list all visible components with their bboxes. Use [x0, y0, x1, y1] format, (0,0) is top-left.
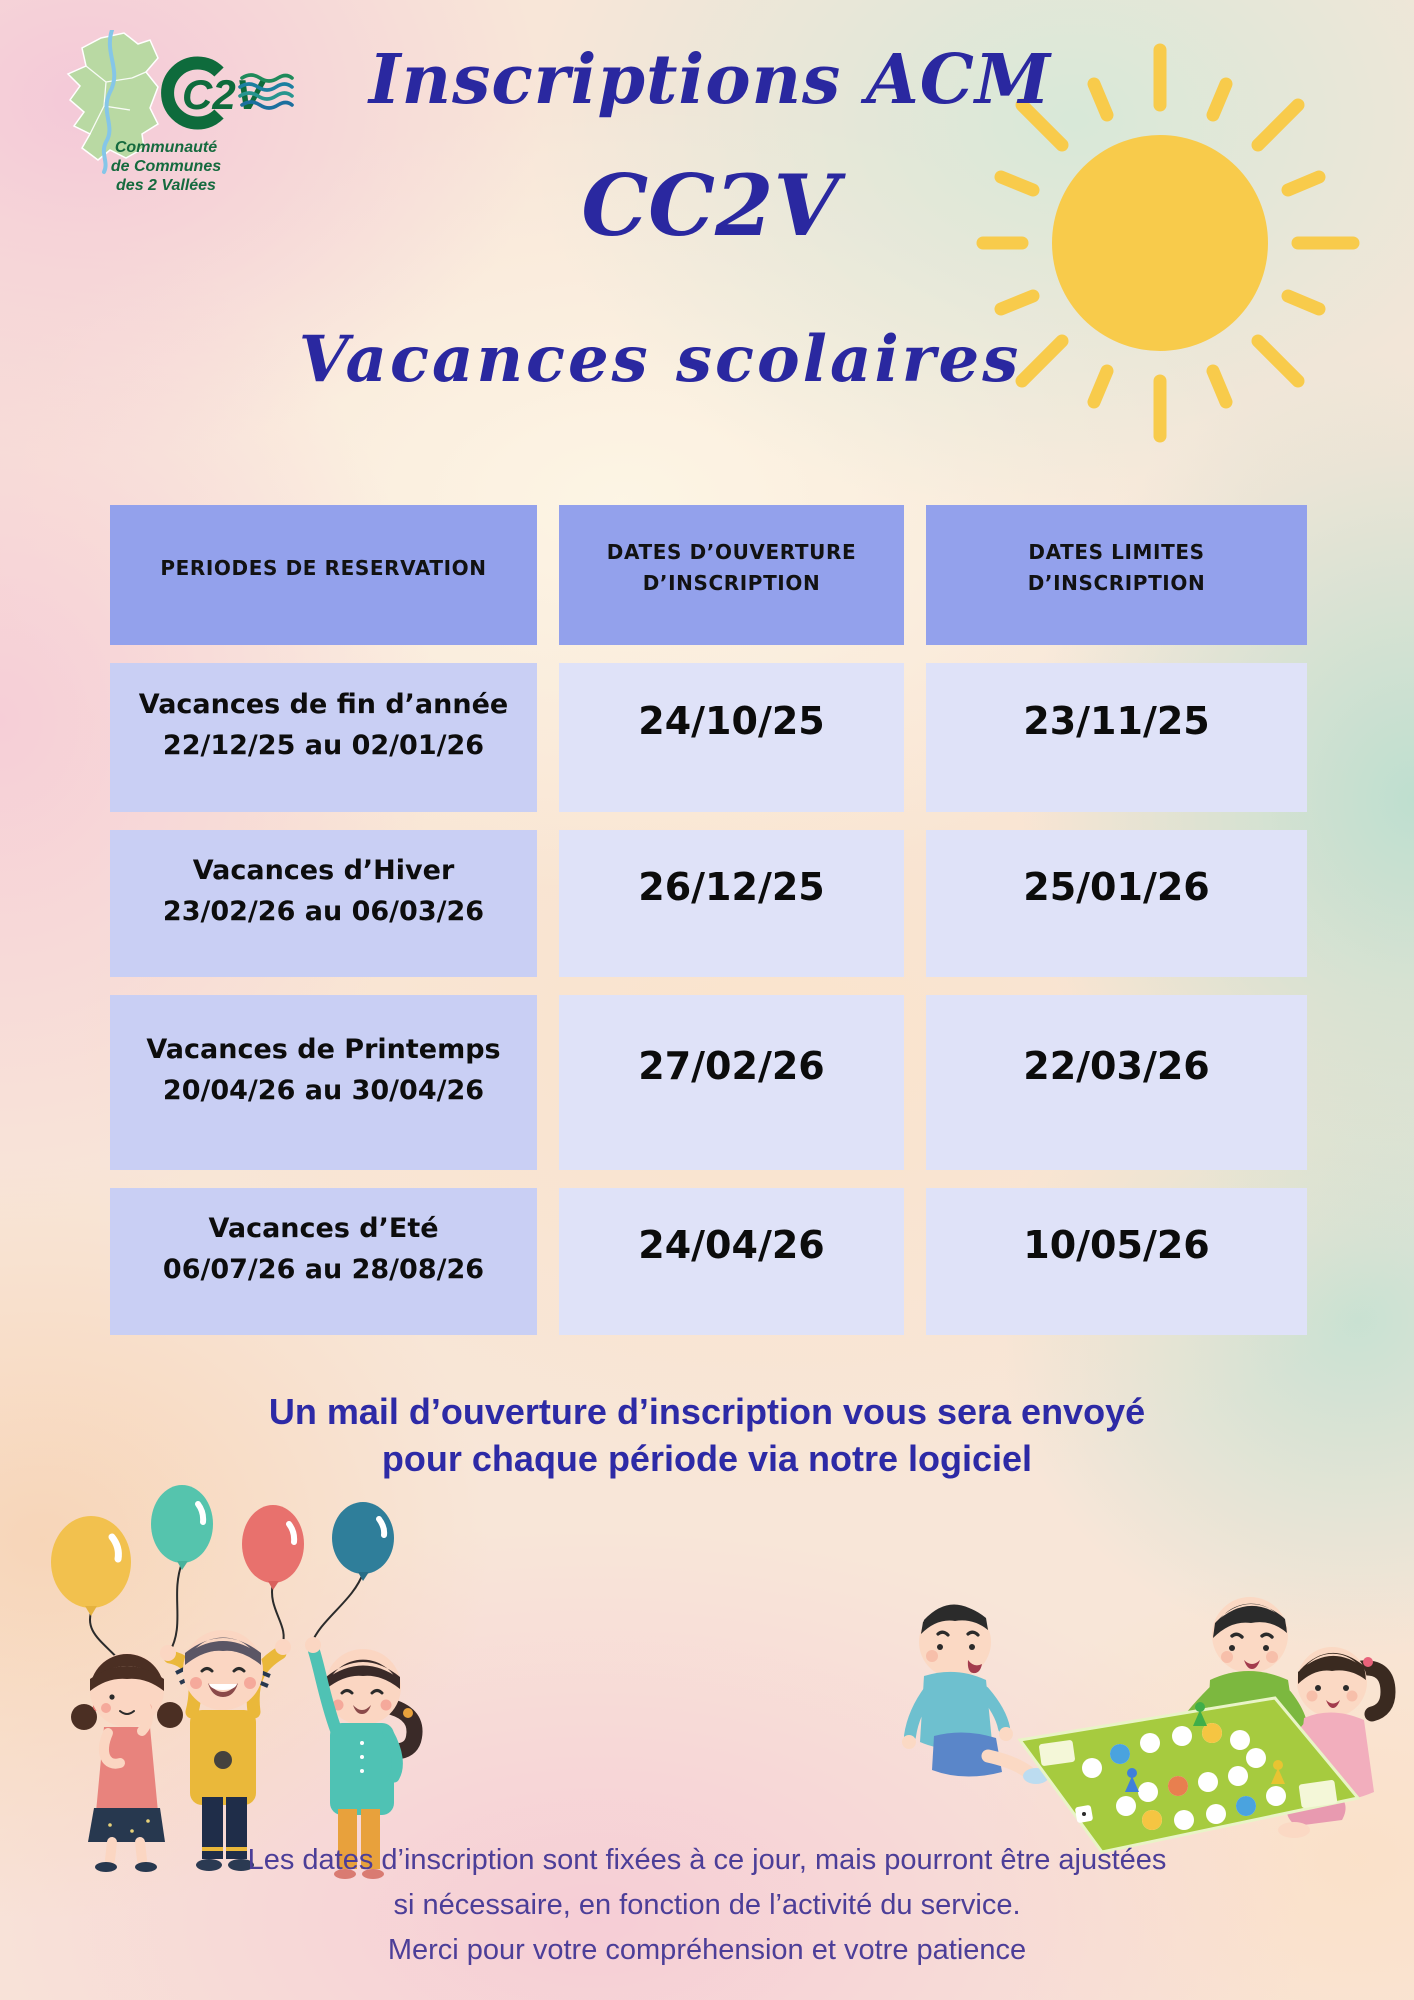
page-subtitle: Vacances scolaires: [298, 322, 1022, 397]
balloon-coral-icon: [242, 1505, 304, 1590]
table-row-period: [110, 663, 537, 812]
period-range: 06/07/26 au 28/08/26: [162, 1253, 485, 1285]
table-row-period: [110, 1188, 537, 1335]
table-header-opening: DATES D’OUVERTURE D’INSCRIPTION: [559, 505, 904, 645]
holiday-table: [110, 505, 1307, 1335]
footer-note: [0, 1838, 1414, 1973]
table-row-opening: 24/10/25: [559, 663, 904, 812]
period-name: Vacances de Printemps: [146, 1033, 501, 1065]
mail-notice: [0, 1388, 1414, 1482]
balloon-yellow-icon: [51, 1516, 131, 1616]
period-name: Vacances de fin d’année: [138, 688, 509, 720]
table-row-period: [110, 995, 537, 1170]
period-name: Vacances d’Hiver: [192, 854, 455, 886]
table-row-opening: 26/12/25: [559, 830, 904, 977]
table-row-deadline: 22/03/26: [926, 995, 1307, 1170]
mail-notice-line2: pour chaque période via notre logiciel: [381, 1438, 1033, 1479]
logo-org-name: [82, 138, 250, 195]
kid-baby-blue: [902, 1604, 1049, 1784]
page-title-line2: CC2V: [581, 156, 839, 255]
logo-org-line2: de Communes: [110, 158, 222, 175]
footer-line2: si nécessaire, en fonction de l’activité du service.: [393, 1889, 1021, 1921]
page-title-line1: Inscriptions ACM: [368, 40, 1052, 120]
table-row-period: [110, 830, 537, 977]
logo-acronym: C2V: [182, 71, 264, 118]
kids-boardgame-illustration: [880, 1530, 1400, 1890]
table-row-deadline: 10/05/26: [926, 1188, 1307, 1335]
table-row-deadline: 23/11/25: [926, 663, 1307, 812]
balloon-blue-icon: [332, 1502, 394, 1581]
kids-balloons-illustration: [20, 1475, 440, 1880]
footer-line1: Les dates d’inscription sont fixées à ce jour, mais pourront être ajustées: [247, 1844, 1167, 1876]
table-row-deadline: 25/01/26: [926, 830, 1307, 977]
table-header-deadline: DATES LIMITES D’INSCRIPTION: [926, 505, 1307, 645]
period-range: 23/02/26 au 06/03/26: [162, 895, 485, 927]
kid-boy-center: [160, 1630, 291, 1871]
period-name: Vacances d’Eté: [208, 1212, 439, 1244]
balloon-teal-icon: [151, 1485, 213, 1570]
table-header-periods: PERIODES DE RESERVATION: [110, 505, 537, 645]
table-row-opening: 24/04/26: [559, 1188, 904, 1335]
logo-org-line3: des 2 Vallées: [116, 177, 216, 194]
footer-line3: Merci pour votre compréhension et votre patience: [387, 1934, 1027, 1966]
table-row-opening: 27/02/26: [559, 995, 904, 1170]
dice-icon: [1075, 1805, 1094, 1824]
period-range: 22/12/25 au 02/01/26: [162, 729, 485, 761]
period-range: 20/04/26 au 30/04/26: [162, 1074, 485, 1106]
mail-notice-line1: Un mail d’ouverture d’inscription vous sera envoyé: [268, 1391, 1146, 1432]
logo-org-line1: Communauté: [114, 139, 218, 156]
